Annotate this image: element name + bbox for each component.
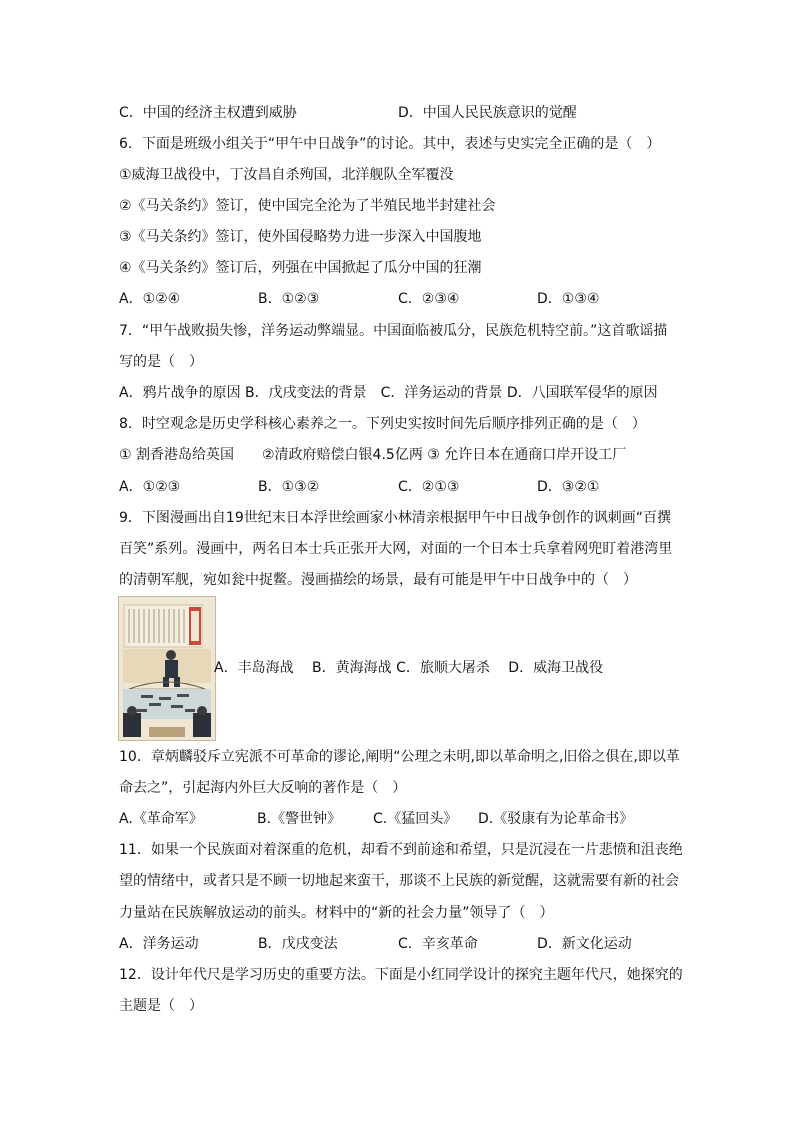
q7-stem-line-2: 写的是（ ） — [119, 354, 203, 370]
q6-item-4: ④《马关条约》签订后，列强在中国掀起了瓜分中国的狂潮 — [119, 260, 482, 276]
q10-option-b: B.《警世钟》 — [257, 811, 342, 827]
q6-option-a: A．①②④ — [119, 291, 181, 307]
q11-option-b: B．戊戌变法 — [258, 936, 338, 952]
q12-stem-line-2: 主题是（ ） — [119, 998, 203, 1014]
q6-stem: 6．下面是班级小组关于“甲午中日战争”的讨论。其中，表述与史实完全正确的是（ ） — [119, 136, 661, 152]
q10-stem-line-2: 命去之”，引起海内外巨大反响的著作是（ ） — [119, 780, 407, 796]
q6-item-3: ③《马关条约》签订，使外国侵略势力进一步深入中国腹地 — [119, 229, 482, 245]
q11-stem-line-2: 望的情绪中，或者只是不顾一切地起来蛮干，那谈不上民族的新觉醒，这就需要有新的社会 — [119, 873, 679, 889]
q5-option-c: C．中国的经济主权遭到威胁 — [119, 105, 297, 121]
q7-options: A．鸦片战争的原因 B．戊戌变法的背景 C．洋务运动的背景 D．八国联军侵华的原因 — [119, 385, 658, 401]
q6-option-b: B．①②③ — [258, 291, 320, 307]
q11-option-c: C．辛亥革命 — [398, 936, 478, 952]
q8-stem: 8．时空观念是历史学科核心素养之一。下列史实按时间先后顺序排列正确的是（ ） — [119, 416, 646, 432]
q11-option-a: A．洋务运动 — [119, 936, 199, 952]
q6-option-d: D．①③④ — [537, 291, 600, 307]
q11-option-d: D．新文化运动 — [537, 936, 632, 952]
q6-item-2: ②《马关条约》签订，使中国完全沦为了半殖民地半封建社会 — [119, 198, 496, 214]
cartoon-illustration — [119, 597, 215, 740]
q6-item-1: ①威海卫战役中，丁汝昌自杀殉国，北洋舰队全军覆没 — [119, 167, 454, 183]
q11-stem-line-1: 11．如果一个民族面对着深重的危机，却看不到前途和希望，只是沉浸在一片悲愤和沮丧绝 — [119, 842, 683, 858]
q8-option-d: D．③②① — [537, 479, 600, 495]
q9-stem-line-1: 9．下图漫画出自19世纪末日本浮世绘画家小林清亲根据甲午中日战争创作的讽刺画“百撰 — [119, 510, 671, 526]
q7-stem-line-1: 7．“甲午战败损失惨，洋务运动弊端显。中国面临被瓜分，民族危机特空前。”这首歌谣描 — [119, 323, 668, 339]
q9-stem-line-2: 百笑”系列。漫画中，两名日本士兵正张开大网，对面的一个日本士兵拿着网兜盯着港湾里 — [119, 541, 673, 557]
q8-option-c: C．②①③ — [398, 479, 460, 495]
q8-items: ① 割香港岛给英国 ②清政府赔偿白银4.5亿两 ③ 允许日本在通商口岸开设工厂 — [119, 447, 627, 463]
q11-stem-line-3: 力量站在民族解放运动的前头。材料中的“新的社会力量”领导了（ ） — [119, 905, 554, 921]
q12-stem-line-1: 12．设计年代尺是学习历史的重要方法。下面是小红同学设计的探究主题年代尺，她探究的 — [119, 967, 683, 983]
q8-option-b: B．①③② — [258, 479, 320, 495]
q6-option-c: C．②③④ — [398, 291, 460, 307]
q9-stem-line-3: 的清朝军舰，宛如瓮中捉鳖。漫画描绘的场景，最有可能是甲午中日战争中的（ ） — [119, 572, 637, 588]
q10-option-c: C.《猛回头》 — [373, 811, 458, 827]
q5-option-d: D．中国人民民族意识的觉醒 — [398, 105, 577, 121]
q10-option-d: D.《驳康有为论革命书》 — [478, 811, 634, 827]
q10-stem-line-1: 10．章炳麟驳斥立宪派不可革命的谬论,阐明“公理之未明,即以革命明之,旧俗之俱在,即以革 — [119, 749, 680, 765]
q10-option-a: A.《革命军》 — [119, 811, 203, 827]
q8-option-a: A．①②③ — [119, 479, 181, 495]
q9-cartoon-image — [118, 596, 216, 741]
q9-options: A．丰岛海战 B．黄海海战 C．旅顺大屠杀 D．威海卫战役 — [214, 660, 604, 676]
